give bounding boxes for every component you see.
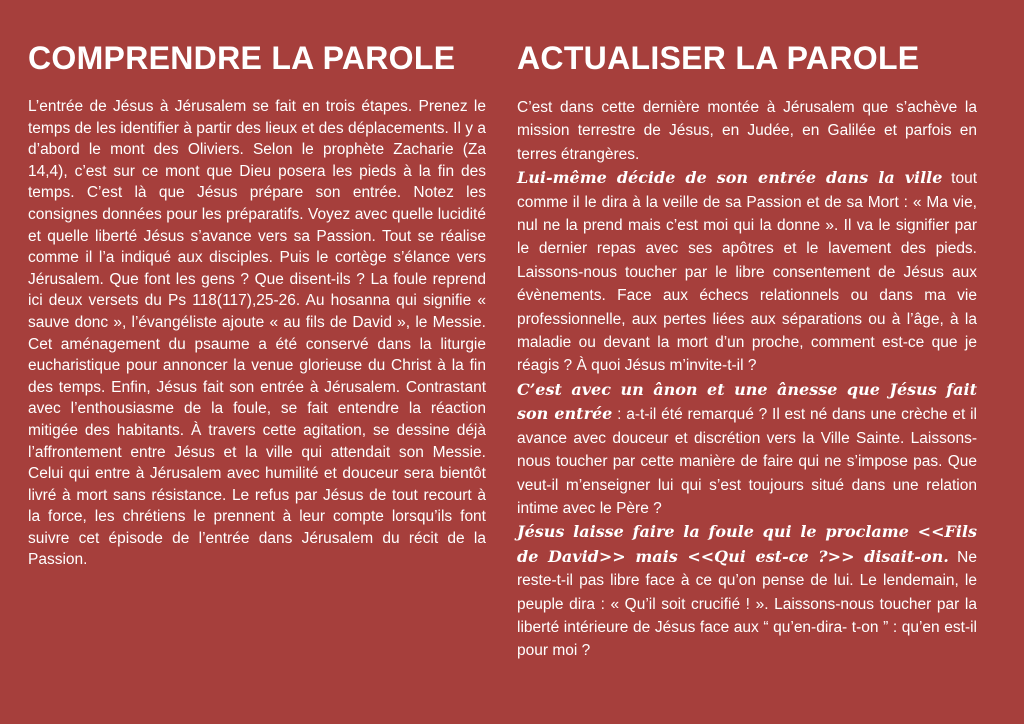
- actualiser-section: [517, 38, 977, 663]
- actualiser-paragraph-1: [517, 166, 977, 378]
- emphasis-anon: C’est avec un ânon et une ânesse que Jésus fait son entrée: [517, 379, 977, 424]
- emphasis-decision: Lui-même décide de son entrée dans la ville: [517, 168, 943, 188]
- actualiser-paragraph-2: [517, 378, 977, 520]
- paragraph-2-text: : a-t-il été remarqué ? Il est né dans une crèche et il avance avec douceur et discrétion vers la Ville Sainte. Laissons-nous toucher par cette manière de faire qui ne s’impose pas. Que veut-il m’enseigner lui qui s’est toujours situé dans une relation intime avec le Père ?: [517, 406, 977, 517]
- comprendre-heading: COMPRENDRE LA PAROLE: [28, 40, 456, 76]
- actualiser-heading: ACTUALISER LA PAROLE: [517, 40, 920, 76]
- actualiser-intro: C’est dans cette dernière montée à Jérusalem que s’achève la mission terrestre de Jésus, en Judée, en Galilée et parfois en terres étrangères.: [517, 99, 977, 163]
- comprendre-section: [28, 38, 486, 571]
- emphasis-foule: Jésus laisse faire la foule qui le proclame <<Fils de David>> mais <<Qui est-ce ?>> disait-on.: [517, 522, 977, 566]
- comprendre-body: L’entrée de Jésus à Jérusalem se fait en trois étapes. Prenez le temps de les identifier à partir des lieux et des déplacements. Il y a d’abord le mont des Oliviers. Selon le prophète Zacharie (Za 14,4), c’est sur ce mont que Dieu posera les pieds à la fin des temps. C’est là que Jésus prépare son entrée. Notez les consignes données pour les préparatifs. Voyez avec quelle lucidité et quelle liberté Jésus s’avance vers sa Passion. Tout se réalise comme il l’a indiqué aux disciples. Puis le cortège s’élance vers Jérusalem. Que font les gens ? Que disent-ils ? La foule reprend ici deux versets du Ps 118(117),25-26. Au hosanna qui signifie « sauve donc », l’évangéliste ajoute « au fils de David », le Messie. Cet aménagement du psaume a été conservé dans la liturgie eucharistique pour annoncer la venue glorieuse du Christ à la fin des temps. Enfin, Jésus fait son entrée à Jérusalem. Contrastant avec l’enthousiasme de la foule, se fait entendre la réaction mitigée des habitants. À travers cette agitation, se dessine déjà l’affrontement entre Jésus et la ville qui attendait son Messie. Celui qui entre à Jérusalem avec humilité et douceur sera bientôt livré à mort sans résistance. Le refus par Jésus de tout recourt à la force, les chrétiens le prennent à leur compte lorsqu’ils font suivre cet épisode de l’entrée dans Jérusalem du récit de la Passion.: [28, 98, 486, 569]
- paragraph-3-text: Ne reste-t-il pas libre face à ce qu’on pense de lui. Le lendemain, le peuple dira : « Qu’il soit crucifié ! ». Laissons-nous toucher par la liberté intérieure de Jésus face aux “ qu’en-dira- t-on ” : qu’en est-il pour moi ?: [517, 548, 977, 660]
- actualiser-body: [517, 96, 977, 663]
- actualiser-paragraph-3: [517, 520, 977, 662]
- paragraph-1-text: tout comme il le dira à la veille de sa Passion et de sa Mort : « Ma vie, nul ne la prend mais c’est moi qui la donne ». Il va le signifier par le dernier repas avec ses apôtres et le lavement des pieds. Laissons-nous toucher par le libre consentement de Jésus aux évènements. Face aux échecs relationnels ou dans ma vie professionnelle, aux pertes liées aux séparations ou à l’âge, à la maladie ou devant la mort d’un proche, comment est-ce que je réagis ? À quoi Jésus m’invite-t-il ?: [517, 170, 977, 375]
